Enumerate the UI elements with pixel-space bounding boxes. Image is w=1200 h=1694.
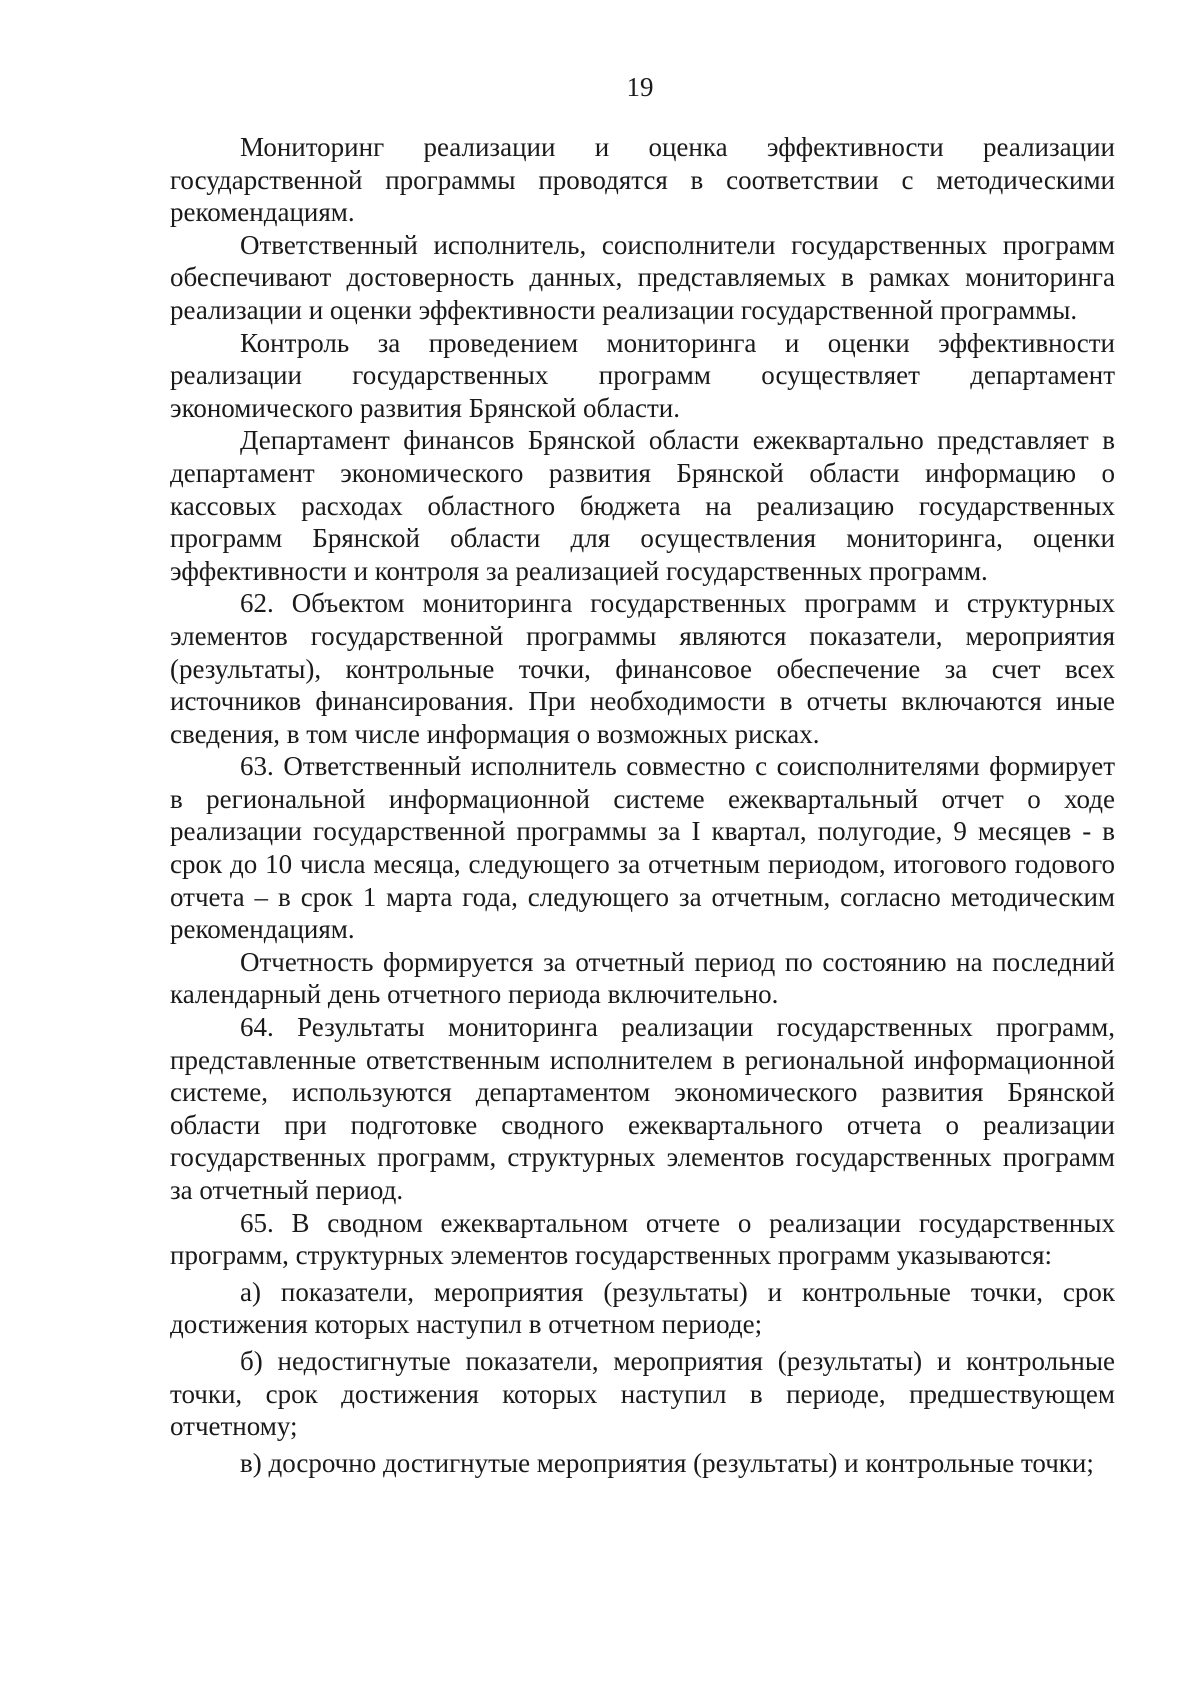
list-item-c: в) досрочно достигнутые мероприятия (результаты) и контрольные точки; xyxy=(240,1447,1094,1478)
page-number: 19 xyxy=(626,72,654,102)
paragraph-65: 65. В сводном ежеквартальном отчете о реализации государственных программ, структурных элементов государственных программ указываются: xyxy=(170,1207,1115,1271)
list-item-b: б) недостигнутые показатели, мероприятия (результаты) и контрольные точки, срок достижения которых наступил в периоде, предшествующем отчетному; xyxy=(170,1345,1115,1442)
paragraph-64: 64. Результаты мониторинга реализации государственных программ, представленные ответственным исполнителем в региональной информационной системе, используются департаментом экономического развития Брянской области при подготовке сводного ежеквартального отчета о реализации государственных программ, структурных элементов государственных программ за отчетный период. xyxy=(170,1012,1115,1205)
paragraph-62: 62. Объектом мониторинга государственных программ и структурных элементов государственной программы являются показатели, мероприятия (результаты), контрольные точки, финансовое обеспечение за счет всех источников финансирования. При необходимости в отчеты включаются иные сведения, в том числе информация о возможных рисках. xyxy=(170,588,1115,749)
paragraph-control: Контроль за проведением мониторинга и оценки эффективности реализации государственных программ осуществляет департамент экономического развития Брянской области. xyxy=(170,327,1115,423)
paragraph-monitoring: Мониторинг реализации и оценка эффективности реализации государственной программы проводятся в соответствии с методическими рекомендациям. xyxy=(170,132,1115,228)
paragraph-63: 63. Ответственный исполнитель совместно с соисполнителями формирует в региональной информационной системе ежеквартальный отчет о ходе реализации государственной программы за I квартал, полугодие, 9 месяцев - в срок до 10 числа месяца, следующего за отчетным периодом, итогового годового отчета – в срок 1 марта года, следующего за отчетным, согласно методическим рекомендациям. xyxy=(170,751,1115,945)
document-body xyxy=(170,131,1115,1479)
paragraph-responsible-executor: Ответственный исполнитель, соисполнители государственных программ обеспечивают достоверность данных, представляемых в рамках мониторинга реализации и оценки эффективности реализации государственной программы. xyxy=(170,229,1115,325)
paragraph-reporting: Отчетность формируется за отчетный период по состоянию на последний календарный день отчетного периода включительно. xyxy=(170,946,1115,1010)
list-item-a: а) показатели, мероприятия (результаты) и контрольные точки, срок достижения которых наступил в отчетном периоде; xyxy=(170,1276,1115,1340)
paragraph-finance-department: Департамент финансов Брянской области ежеквартально представляет в департамент экономического развития Брянской области информацию о кассовых расходах областного бюджета на реализацию государственных программ Брянской области для осуществления мониторинга, оценки эффективности и контроля за реализацией государственных программ. xyxy=(170,425,1115,586)
